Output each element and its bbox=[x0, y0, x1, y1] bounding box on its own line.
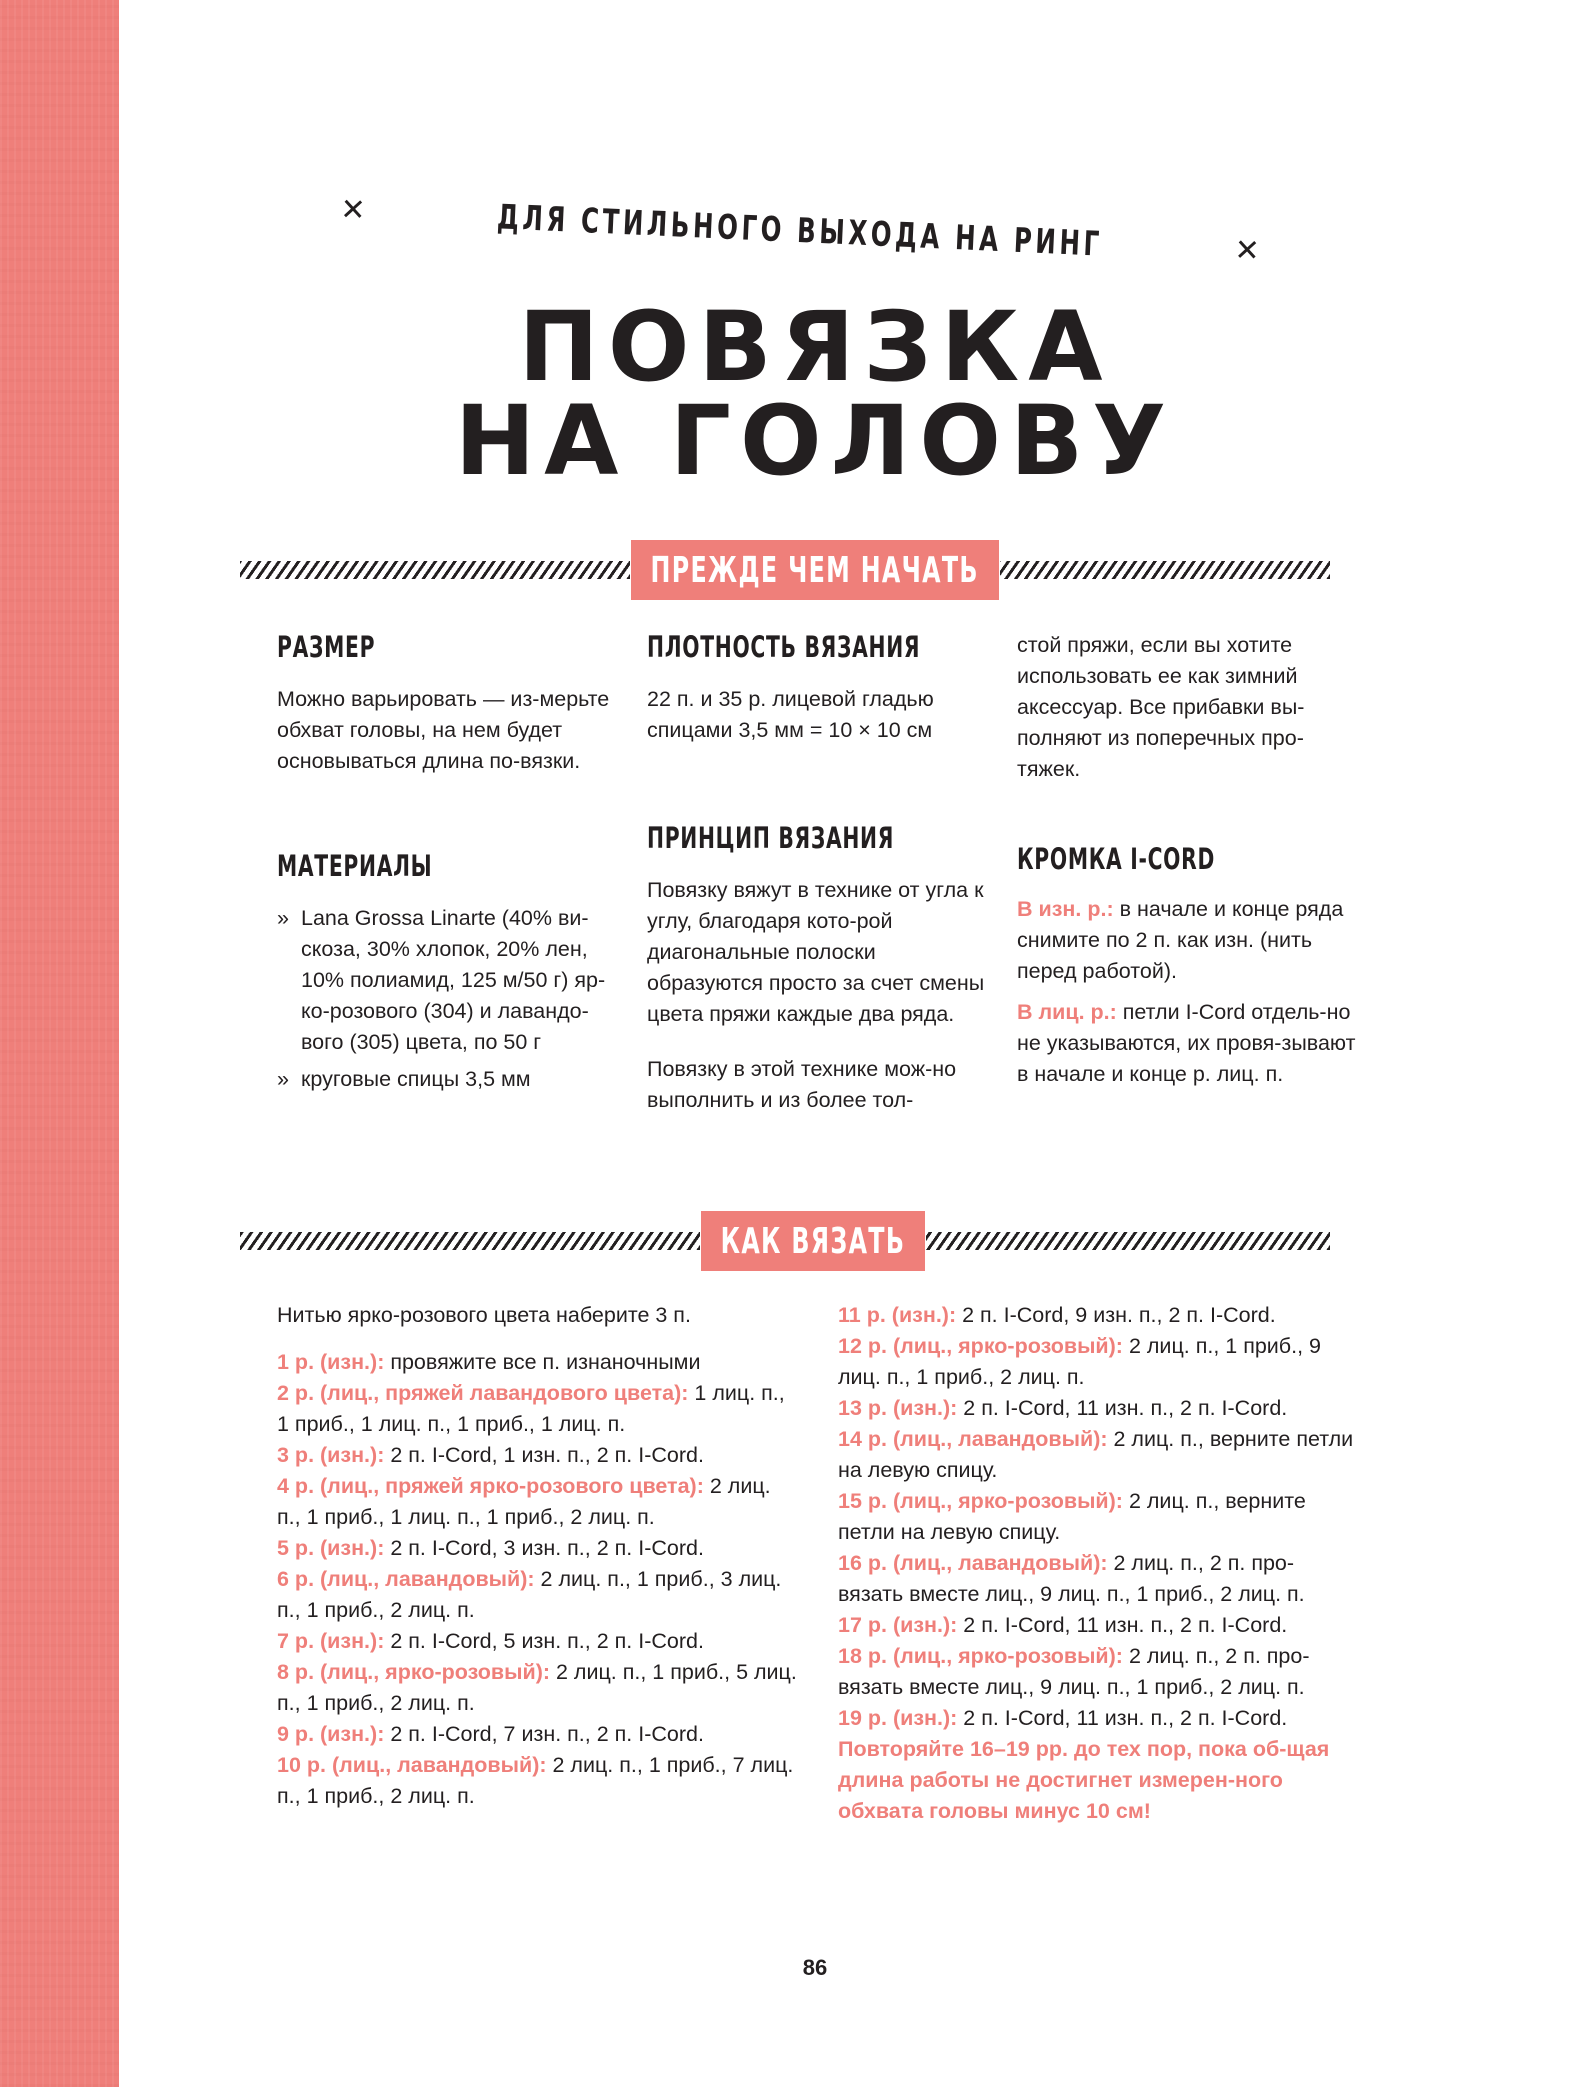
cross-icon: ✕ bbox=[339, 193, 367, 228]
row-text: 2 лиц. п., 2 п. про-вязать вместе лиц., 9 лиц. п., 1 приб., 2 лиц. п. bbox=[838, 1644, 1310, 1699]
hatch-left bbox=[240, 1232, 700, 1250]
row-step bbox=[838, 1424, 1358, 1486]
row-step bbox=[277, 1378, 797, 1440]
row-step bbox=[277, 1657, 797, 1719]
row-text: 2 лиц. п., 1 приб., 7 лиц. п., 1 приб., 2 лиц. п. bbox=[277, 1753, 794, 1808]
size-heading: РАЗМЕР bbox=[277, 630, 376, 664]
section-banner-how bbox=[701, 1211, 925, 1271]
row-label: 12 р. (лиц., ярко-розовый): bbox=[838, 1334, 1123, 1358]
row-step bbox=[838, 1300, 1358, 1331]
bullet-mark: » bbox=[277, 906, 289, 930]
row-step bbox=[277, 1626, 797, 1657]
row-label: 16 р. (лиц., лавандовый): bbox=[838, 1551, 1108, 1575]
row-text: 2 лиц. п., верните петли на левую спицу. bbox=[838, 1427, 1354, 1482]
icord-right-label: В лиц. р.: bbox=[1017, 1000, 1117, 1024]
row-label: 7 р. (изн.): bbox=[277, 1629, 385, 1653]
row-text: 2 п. I-Cord, 9 изн. п., 2 п. I-Cord. bbox=[956, 1303, 1276, 1327]
list-item bbox=[277, 903, 617, 1058]
icord-right-side bbox=[1017, 997, 1357, 1090]
row-label: 9 р. (изн.): bbox=[277, 1722, 385, 1746]
row-label: 2 р. (лиц., пряжей лавандового цвета): bbox=[277, 1381, 689, 1405]
hatch-right bbox=[1000, 561, 1330, 579]
title-line-1: ПОВЯЗКА bbox=[518, 291, 1112, 403]
materials-list bbox=[277, 903, 617, 1095]
hatch-left bbox=[240, 561, 630, 579]
row-text: 1 лиц. п., 1 приб., 1 лиц. п., 1 приб., 1 лиц. п. bbox=[277, 1381, 785, 1436]
row-label: 3 р. (изн.): bbox=[277, 1443, 385, 1467]
row-text: 2 лиц. п., 1 приб., 9 лиц. п., 1 приб., 2 лиц. п. bbox=[838, 1334, 1321, 1389]
row-step bbox=[277, 1347, 797, 1378]
icord-wrong-text: в начале и конце ряда снимите по 2 п. как изн. (нить перед работой). bbox=[1017, 897, 1344, 983]
section-divider-how bbox=[240, 1211, 1330, 1271]
instructions-column-1 bbox=[277, 1300, 797, 1812]
cross-icon: ✕ bbox=[1233, 233, 1261, 268]
row-text: 2 п. I-Cord, 3 изн. п., 2 п. I-Cord. bbox=[384, 1536, 704, 1560]
row-text: 2 лиц. п., верните петли на левую спицу. bbox=[838, 1489, 1306, 1544]
icord-wrong-side bbox=[1017, 894, 1357, 987]
row-step bbox=[838, 1486, 1358, 1548]
row-text: 2 п. I-Cord, 1 изн. п., 2 п. I-Cord. bbox=[384, 1443, 704, 1467]
row-step bbox=[838, 1548, 1358, 1610]
subtitle-row bbox=[339, 180, 1261, 283]
row-step bbox=[277, 1471, 797, 1533]
title-line-2: НА ГОЛОВУ bbox=[454, 385, 1176, 497]
gauge-text: 22 п. и 35 р. лицевой гладью спицами 3,5 мм = 10 × 10 см bbox=[647, 687, 934, 742]
row-step bbox=[838, 1703, 1358, 1734]
icord-right-text: петли I-Cord отдель-но не указываются, их провя-зывают в начале и конце р. лиц. п. bbox=[1017, 1000, 1356, 1086]
instructions-intro: Нитью ярко-розового цвета наберите 3 п. bbox=[277, 1303, 691, 1327]
row-step bbox=[838, 1393, 1358, 1424]
row-label: 17 р. (изн.): bbox=[838, 1613, 958, 1637]
column-gauge-principle bbox=[647, 630, 987, 1116]
subtitle: ДЛЯ СТИЛЬНОГО ВЫХОДА НА РИНГ bbox=[496, 197, 1104, 265]
row-label: 15 р. (лиц., ярко-розовый): bbox=[838, 1489, 1123, 1513]
row-label: 14 р. (лиц., лавандовый): bbox=[838, 1427, 1108, 1451]
row-text: 2 п. I-Cord, 11 изн. п., 2 п. I-Cord. bbox=[957, 1396, 1288, 1420]
principle-text-continued: стой пряжи, если вы хотите использовать ее как зимний аксессуар. Все прибавки вы-полняют из поперечных про-тяжек. bbox=[1017, 633, 1305, 781]
row-text: 2 лиц. п., 2 п. про-вязать вместе лиц., 9 лиц. п., 1 приб., 2 лиц. п. bbox=[838, 1551, 1305, 1606]
row-label: 19 р. (изн.): bbox=[838, 1706, 958, 1730]
materials-item-yarn: Lana Grossa Linarte (40% ви-скоза, 30% хлопок, 20% лен, 10% полиамид, 125 м/50 г) яр-ко-розового (304) и лавандо-вого (305) цвета, по 50 г bbox=[301, 906, 606, 1054]
banner-label: ПРЕЖДЕ ЧЕМ НАЧАТЬ bbox=[650, 549, 980, 591]
row-step bbox=[277, 1750, 797, 1812]
banner-label: КАК ВЯЗАТЬ bbox=[720, 1220, 906, 1262]
row-step bbox=[277, 1440, 797, 1471]
hatch-right bbox=[926, 1232, 1330, 1250]
repeat-note: Повторяйте 16–19 рр. до тех пор, пока об-щая длина работы не достигнет измерен-ного обхвата головы минус 10 см! bbox=[838, 1737, 1330, 1823]
row-label: 1 р. (изн.): bbox=[277, 1350, 385, 1374]
row-label: 18 р. (лиц., ярко-розовый): bbox=[838, 1644, 1123, 1668]
row-label: 4 р. (лиц., пряжей ярко-розового цвета): bbox=[277, 1474, 704, 1498]
row-step bbox=[838, 1610, 1358, 1641]
row-step bbox=[277, 1564, 797, 1626]
instructions-column-2 bbox=[838, 1300, 1358, 1827]
icord-heading: КРОМКА I-CORD bbox=[1017, 842, 1216, 876]
row-text: 2 лиц. п., 1 приб., 3 лиц. п., 1 приб., 2 лиц. п. bbox=[277, 1567, 782, 1622]
row-label: 11 р. (изн.): bbox=[838, 1303, 957, 1327]
row-step bbox=[838, 1641, 1358, 1703]
row-text: 2 п. I-Cord, 5 изн. п., 2 п. I-Cord. bbox=[384, 1629, 704, 1653]
row-label: 8 р. (лиц., ярко-розовый): bbox=[277, 1660, 551, 1684]
row-text: 2 п. I-Cord, 11 изн. п., 2 п. I-Cord. bbox=[957, 1706, 1288, 1730]
row-text: 2 лиц. п., 1 приб., 1 лиц. п., 1 приб., 2 лиц. п. bbox=[277, 1474, 771, 1529]
materials-item-needles: круговые спицы 3,5 мм bbox=[301, 1067, 531, 1091]
icord-wrong-label: В изн. р.: bbox=[1017, 897, 1114, 921]
principle-heading: ПРИНЦИП ВЯЗАНИЯ bbox=[647, 821, 895, 855]
column-size-materials bbox=[277, 630, 617, 1095]
size-text: Можно варьировать — из-мерьте обхват головы, на нем будет основываться длина по-вязки. bbox=[277, 687, 610, 773]
row-label: 13 р. (изн.): bbox=[838, 1396, 958, 1420]
materials-heading: МАТЕРИАЛЫ bbox=[277, 849, 433, 883]
row-text: 2 п. I-Cord, 7 изн. п., 2 п. I-Cord. bbox=[384, 1722, 704, 1746]
list-item bbox=[277, 1064, 617, 1095]
section-banner-before bbox=[631, 540, 999, 600]
row-label: 6 р. (лиц., лавандовый): bbox=[277, 1567, 535, 1591]
row-label: 10 р. (лиц., лавандовый): bbox=[277, 1753, 547, 1777]
principle-text: Повязку вяжут в технике от угла к углу, благодаря кото-рой диагональные полоски образуются просто за счет смены цвета пряжи каждые два ряда. bbox=[647, 878, 985, 1026]
principle-text-2: Повязку в этой технике мож-но выполнить и из более тол- bbox=[647, 1057, 957, 1112]
row-step bbox=[838, 1331, 1358, 1393]
section-divider-before bbox=[240, 540, 1330, 600]
row-label: 5 р. (изн.): bbox=[277, 1536, 385, 1560]
side-color-bar bbox=[0, 0, 119, 2087]
row-step bbox=[277, 1533, 797, 1564]
gauge-heading: ПЛОТНОСТЬ ВЯЗАНИЯ bbox=[647, 630, 921, 664]
row-text: 2 п. I-Cord, 11 изн. п., 2 п. I-Cord. bbox=[957, 1613, 1288, 1637]
column-continued-icord bbox=[1017, 630, 1357, 1090]
row-text: 2 лиц. п., 1 приб., 5 лиц. п., 1 приб., 2 лиц. п. bbox=[277, 1660, 797, 1715]
page-title bbox=[400, 291, 1230, 497]
row-step bbox=[277, 1719, 797, 1750]
page-number: 86 bbox=[802, 1955, 828, 1980]
row-text: провяжите все п. изнаночными bbox=[384, 1350, 701, 1374]
bullet-mark: » bbox=[277, 1067, 289, 1091]
